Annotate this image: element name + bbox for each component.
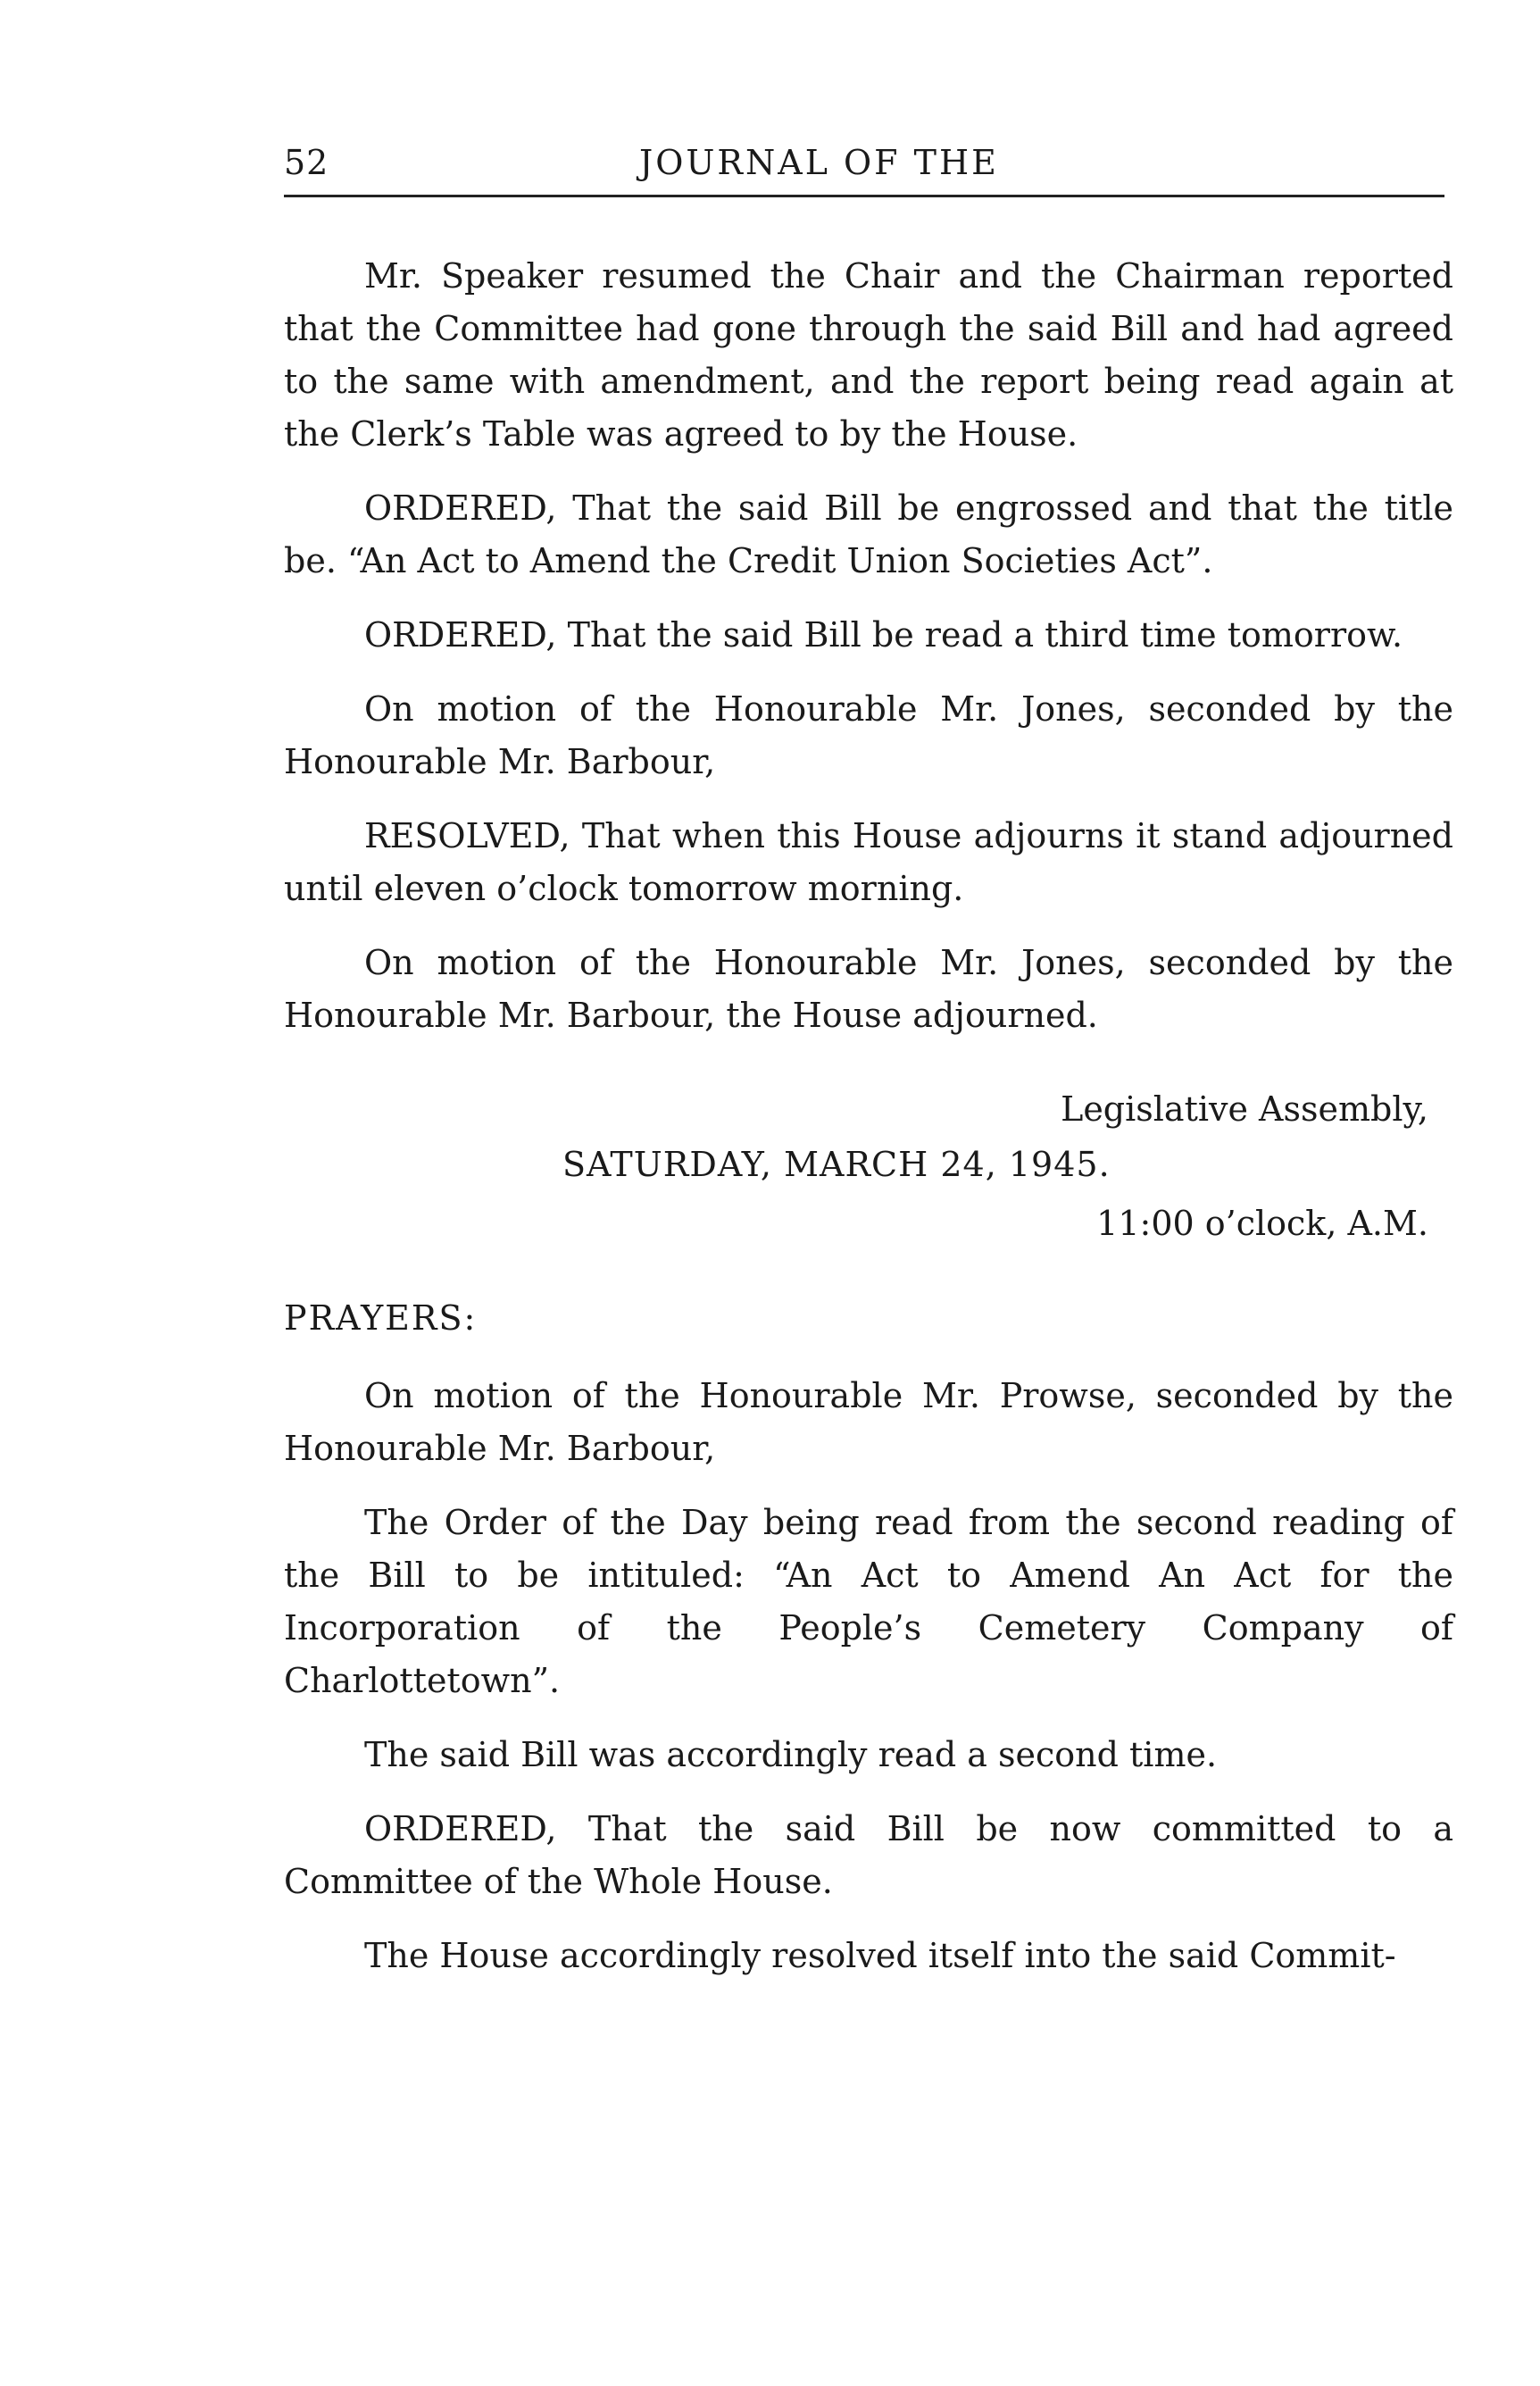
sitting-time: 11:00 o’clock, A.M. [1096,1204,1428,1243]
page-number: 52 [284,143,329,182]
paragraph-house-adjourned: On motion of the Honourable Mr. Jones, seconded by the Honourable Mr. Barbour, the House adjourned. [284,943,1453,1035]
running-head: JOURNAL OF THE [639,143,999,182]
paragraph-motion-prowse: On motion of the Honourable Mr. Prowse, seconded by the Honourable Mr. Barbour, [284,1376,1453,1468]
paragraph-speaker-resumed: Mr. Speaker resumed the Chair and the Chairman reported that the Committee had gone through the said Bill and had agreed to the same with amendment, and the report being read again at the Clerk’s Table was agreed to by the House. [284,256,1453,454]
paragraph-house-resolved: The House accordingly resolved itself into the said Commit- [364,1936,1396,1975]
assembly-label: Legislative Assembly, [1061,1089,1428,1129]
paragraph-second-time: The said Bill was accordingly read a second time. [364,1735,1218,1774]
sitting-date: SATURDAY, MARCH 24, 1945. [562,1145,1111,1184]
paragraph-motion-jones: On motion of the Honourable Mr. Jones, seconded by the Honourable Mr. Barbour, [284,689,1453,781]
paragraph-order-of-day: The Order of the Day being read from the second reading of the Bill to be intituled: “An Act to Amend An Act for the Incorporation of the People’s Cemetery Company of Charlottetown”. [284,1503,1453,1700]
journal-body [284,250,1453,2004]
prayers-heading: PRAYERS: [284,1298,478,1338]
paragraph-ordered-engrossed: ORDERED, That the said Bill be engrossed and that the title be. “An Act to Amend the Credit Union Societies Act”. [284,488,1453,580]
paragraph-ordered-third-reading: ORDERED, That the said Bill be read a third time tomorrow. [364,615,1403,655]
paragraph-ordered-committed: ORDERED, That the said Bill be now committed to a Committee of the Whole House. [284,1809,1453,1901]
page-header [284,141,1444,197]
paragraph-resolved-adjourn: RESOLVED, That when this House adjourns it stand adjourned until eleven o’clock tomorrow morning. [284,816,1453,908]
sitting-dateline [284,1083,1453,1271]
